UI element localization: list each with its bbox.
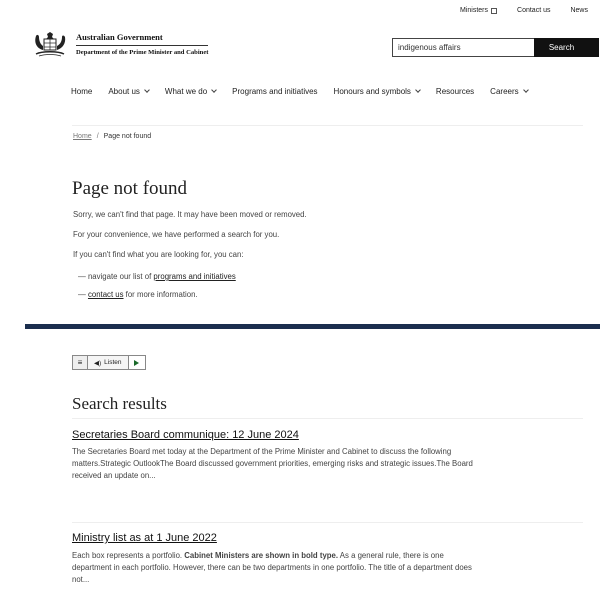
nav-item-home[interactable]: Home xyxy=(71,87,93,96)
help-intro: If you can't find what you are looking for, you can: xyxy=(73,250,244,259)
logo-government-text: Australian Government xyxy=(76,32,208,46)
nav-item-what-we-do[interactable]: What we do xyxy=(165,87,216,96)
nav-item-resources[interactable]: Resources xyxy=(435,87,475,96)
breadcrumb xyxy=(73,133,151,140)
chevron-down-icon xyxy=(523,87,529,93)
listen-button[interactable]: ◀) Listen xyxy=(88,356,129,369)
chevron-down-icon xyxy=(211,87,217,93)
not-found-message: Sorry, we can't find that page. It may have been moved or removed. xyxy=(73,210,307,219)
search-results-heading: Search results xyxy=(72,394,167,413)
chevron-down-icon xyxy=(415,87,421,93)
menu-icon: ≡ xyxy=(77,358,83,367)
nav-item-careers[interactable]: Careers xyxy=(490,87,527,96)
search-performed-message: For your convenience, we have performed a search for you. xyxy=(73,230,280,239)
result-snippet: Each box represents a portfolio. Cabinet Ministers are shown in bold type. As a general rule, there is one department in each portfolio. However, there can be two departments in one portfolio. The title of a department does not... xyxy=(72,551,472,584)
programs-initiatives-link[interactable]: programs and initiatives xyxy=(153,272,236,281)
results-divider xyxy=(72,418,583,419)
section-divider-bar xyxy=(25,324,600,329)
result-title-link[interactable]: Ministry list as at 1 June 2022 xyxy=(72,532,217,544)
breadcrumb-separator: / xyxy=(96,133,99,140)
play-button[interactable] xyxy=(129,356,145,369)
search-button[interactable]: Search xyxy=(534,38,589,57)
contact-us-inline-link[interactable]: contact us xyxy=(87,290,124,299)
help-bullet-programs: — navigate our list of programs and initiatives xyxy=(78,272,236,281)
coat-of-arms-icon xyxy=(30,28,70,60)
play-icon xyxy=(134,360,139,366)
breadcrumb-current: Page not found xyxy=(103,133,152,140)
nav-item-about-us[interactable]: About us xyxy=(108,87,149,96)
chevron-down-icon xyxy=(144,87,150,93)
main-nav xyxy=(71,87,528,96)
search-input[interactable] xyxy=(392,38,534,57)
result-divider xyxy=(72,522,583,523)
page-title: Page not found xyxy=(72,178,188,199)
utility-nav xyxy=(460,7,588,14)
site-search xyxy=(392,38,599,57)
listen-widget xyxy=(72,355,146,370)
listen-menu-button[interactable] xyxy=(73,356,88,369)
result-title-link[interactable]: Secretaries Board communique: 12 June 2024 xyxy=(72,429,299,441)
nav-item-honours[interactable]: Honours and symbols xyxy=(334,87,420,96)
search-button-edge xyxy=(589,38,599,57)
nav-item-programs[interactable]: Programs and initiatives xyxy=(232,87,318,96)
nav-divider xyxy=(72,125,583,126)
contact-us-link[interactable]: Contact us xyxy=(517,7,551,14)
logo-department-text: Department of the Prime Minister and Cabinet xyxy=(76,49,209,56)
ministers-link[interactable]: Ministers xyxy=(460,7,497,14)
site-logo[interactable] xyxy=(30,28,208,60)
breadcrumb-home[interactable]: Home xyxy=(73,133,92,140)
news-link[interactable]: News xyxy=(570,7,588,14)
help-bullet-contact: — contact us for more information. xyxy=(78,290,198,299)
result-snippet: The Secretaries Board met today at the Department of the Prime Minister and Cabinet to discuss the following matters.Strategic OutlookThe Board discussed government priorities, emerging risks and strategic issues.The Board received an update on... xyxy=(72,447,473,480)
external-link-icon xyxy=(491,8,497,14)
speaker-icon: ◀) xyxy=(94,359,102,367)
